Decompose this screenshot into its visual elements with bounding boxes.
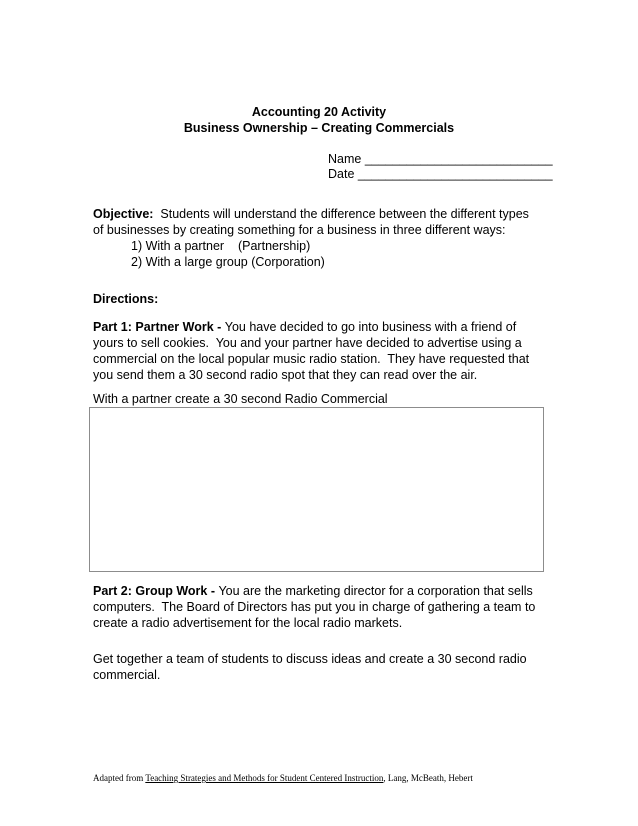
part2-line-1: You are the marketing director for a corporation that sells: [218, 584, 533, 598]
footer-citation: [93, 772, 473, 784]
part1-label: Part 1: Partner Work -: [93, 320, 225, 334]
part1-line-3: commercial on the local popular music radio station. They have requested that: [93, 352, 530, 366]
objective-text-line-2: of businesses by creating something for a business in three different ways:: [93, 223, 506, 237]
footer-prefix: Adapted from: [93, 773, 146, 783]
commercial-answer-box[interactable]: [89, 407, 544, 572]
part2-prompt-line-2: commercial.: [93, 668, 161, 682]
objective-label: Objective:: [93, 207, 154, 221]
objective-section: [93, 206, 553, 270]
part2-prompt: [93, 651, 553, 683]
part1-line-2: yours to sell cookies. You and your partner have decided to advertise using a: [93, 336, 522, 350]
part2-line-3: create a radio advertisement for the local radio markets.: [93, 616, 403, 630]
part1-line-4: you send them a 30 second radio spot that they can read over the air.: [93, 368, 478, 382]
part2-line-2: computers. The Board of Directors has put you in charge of gathering a team to: [93, 600, 536, 614]
footer-suffix: , Lang, McBeath, Hebert: [383, 773, 473, 783]
footer-source-title: Teaching Strategies and Methods for Student Centered Instruction: [145, 773, 384, 783]
document-title: Accounting 20 Activity: [251, 105, 387, 119]
part1-section: [93, 319, 553, 383]
objective-item-corporation: 2) With a large group (Corporation): [131, 255, 325, 269]
objective-item-partnership: 1) With a partner (Partnership): [131, 239, 311, 253]
document-subtitle: Business Ownership – Creating Commercials: [183, 121, 455, 135]
part1-line-1: You have decided to go into business with a friend of: [224, 320, 517, 334]
name-field: Name ___________________________: [328, 152, 553, 166]
directions-heading: Directions:: [93, 292, 159, 306]
objective-text-line-1: Students will understand the difference between the different types: [153, 207, 529, 221]
part2-prompt-line-1: Get together a team of students to discuss ideas and create a 30 second radio: [93, 652, 527, 666]
part1-prompt: With a partner create a 30 second Radio Commercial: [93, 392, 388, 406]
part2-label: Part 2: Group Work -: [93, 584, 219, 598]
part2-section: [93, 583, 553, 631]
date-field: Date ____________________________: [328, 167, 553, 181]
